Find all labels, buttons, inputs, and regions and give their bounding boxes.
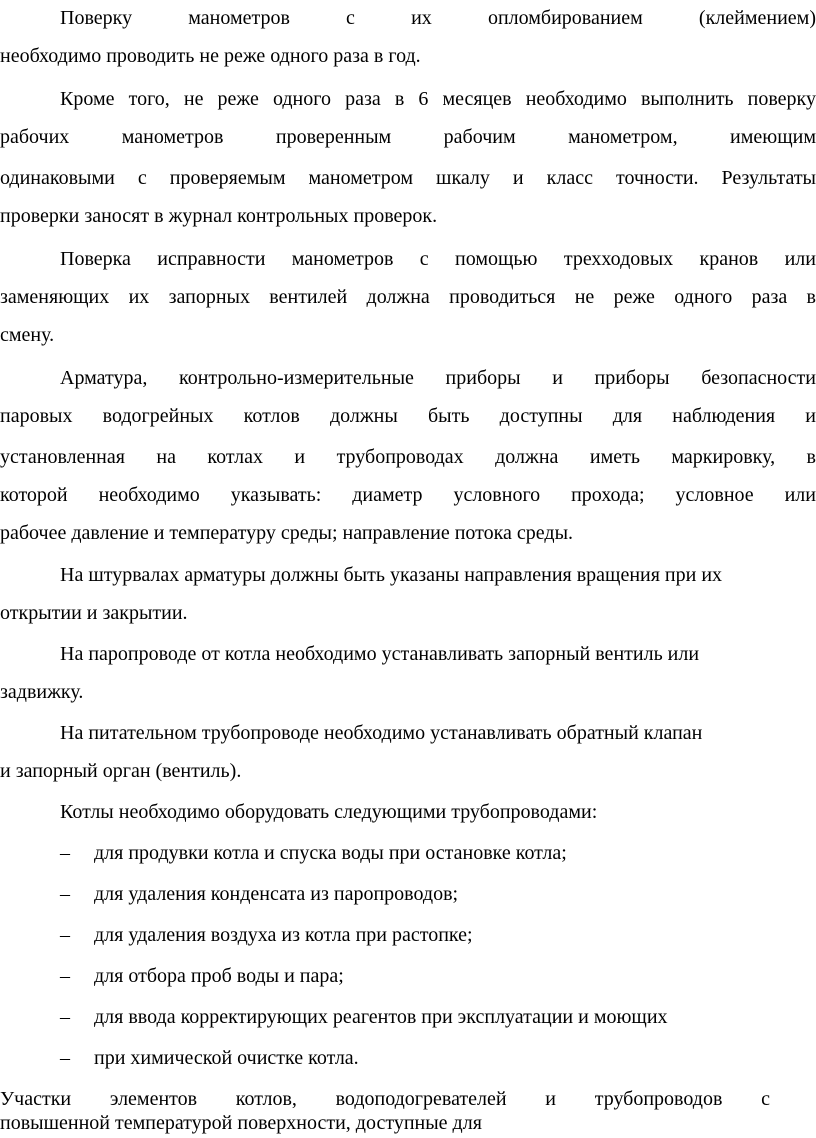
- list-item-text: при химической очистке котла.: [94, 1047, 359, 1069]
- list-item-text: для отбора проб воды и пара;: [94, 965, 344, 987]
- dash-bullet-icon: –: [60, 965, 70, 987]
- paragraph-8-line-1: Котлы необходимо оборудовать следующими трубопроводами:: [60, 801, 598, 823]
- paragraph-4-line-1: Арматура, контрольно-измерительные приборы и приборы безопасности: [60, 367, 816, 389]
- paragraph-6-line-2: задвижку.: [0, 681, 84, 703]
- paragraph-1-line-1-text: Поверку манометров с их опломбированием (клеймением): [60, 7, 816, 29]
- dash-bullet-icon: –: [60, 842, 70, 864]
- paragraph-7-line-1: На питательном трубопроводе необходимо устанавливать обратный клапан: [60, 722, 703, 744]
- list-item: [60, 841, 567, 865]
- paragraph-7-line-2: и запорный орган (вентиль).: [0, 760, 242, 782]
- list-item-text: для удаления конденсата из паропроводов;: [94, 883, 459, 905]
- paragraph-1-line-2: необходимо проводить не реже одного раза в год.: [0, 45, 421, 67]
- paragraph-2-line-2: рабочих манометров проверенным рабочим манометром, имеющим: [0, 126, 816, 148]
- list-item: [60, 964, 344, 988]
- paragraph-3-line-1: Поверка исправности манометров с помощью трехходовых кранов или: [60, 248, 816, 270]
- dash-bullet-icon: –: [60, 1047, 70, 1069]
- paragraph-2-line-4: проверки заносят в журнал контрольных проверок.: [0, 205, 438, 227]
- paragraph-6-line-1: На паропроводе от котла необходимо устанавливать запорный вентиль или: [60, 643, 700, 665]
- list-item-text: для продувки котла и спуска воды при остановке котла;: [94, 842, 567, 864]
- paragraph-4-line-2: паровых водогрейных котлов должны быть доступны для наблюдения и: [0, 405, 816, 427]
- paragraph-4-line-3: установленная на котлах и трубопроводах должна иметь маркировку, в: [0, 446, 816, 468]
- paragraph-3-line-2: заменяющих их запорных вентилей должна проводиться не реже одного раза в: [0, 286, 816, 308]
- paragraph-5-line-1: На штурвалах арматуры должны быть указаны направления вращения при их: [60, 564, 723, 586]
- paragraph-3-line-3: смену.: [0, 324, 55, 346]
- list-item: [60, 923, 473, 947]
- paragraph-1-line-1: [0, 6, 816, 30]
- list-item: [60, 882, 458, 906]
- tail-line-1: Участки элементов котлов, водоподогревателей и трубопроводов с: [0, 1088, 770, 1110]
- dash-bullet-icon: –: [60, 883, 70, 905]
- dash-bullet-icon: –: [60, 1006, 70, 1028]
- dash-bullet-icon: –: [60, 924, 70, 946]
- list-item: [60, 1005, 668, 1029]
- paragraph-4-line-4: которой необходимо указывать: диаметр условного прохода; условное или: [0, 484, 816, 506]
- list-item-text: для ввода корректирующих реагентов при эксплуатации и моющих: [94, 1006, 668, 1028]
- paragraph-2-line-3: одинаковыми с проверяемым манометром шкалу и класс точности. Результаты: [0, 167, 816, 189]
- paragraph-2-line-1: Кроме того, не реже одного раза в 6 месяцев необходимо выполнить поверку: [60, 88, 816, 110]
- paragraph-5-line-2: открытии и закрытии.: [0, 602, 188, 624]
- list-item-text: для удаления воздуха из котла при растопке;: [94, 924, 473, 946]
- list-item: [60, 1046, 359, 1070]
- tail-line-2: повышенной температурой поверхности, доступные для: [0, 1112, 482, 1134]
- paragraph-4-line-5: рабочее давление и температуру среды; направление потока среды.: [0, 522, 574, 544]
